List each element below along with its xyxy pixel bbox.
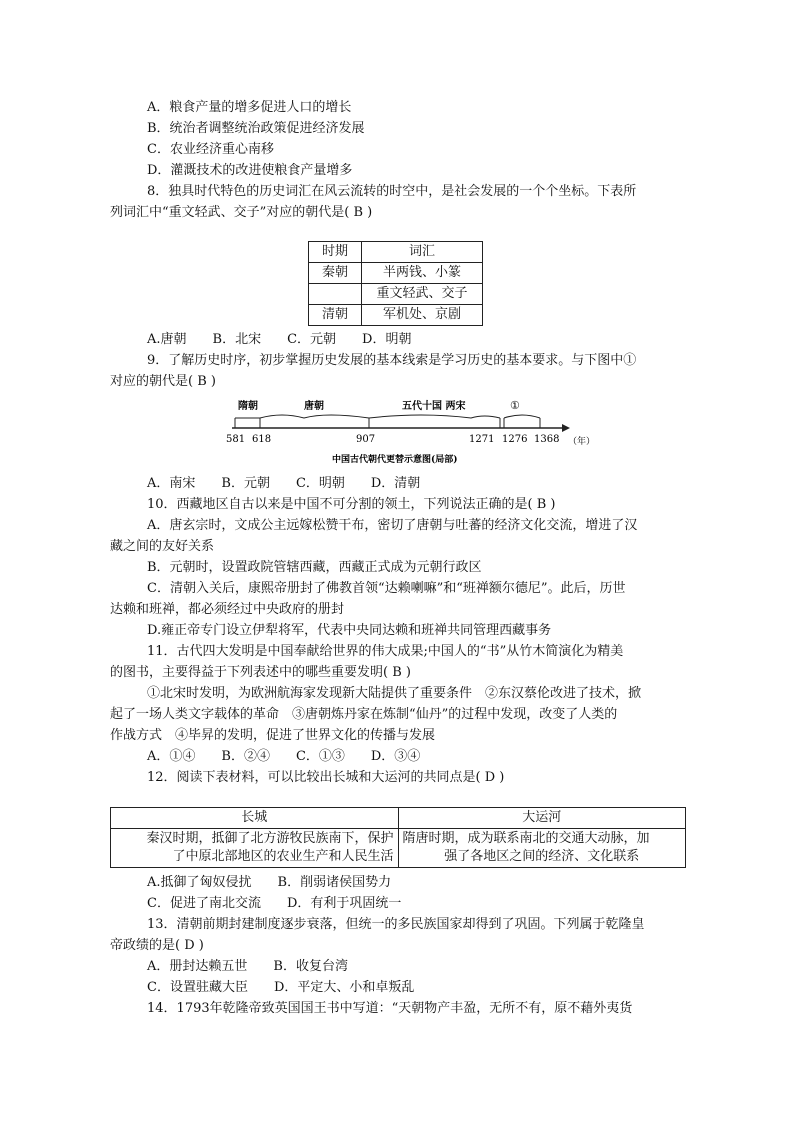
table-row [309, 284, 483, 305]
table-cell-grand-canal [398, 829, 686, 868]
q8-stem-line2: 列词汇中“重文轻武、交子”对应的朝代是( B ) [110, 205, 373, 220]
timeline-label-sui: 隋朝 [238, 401, 258, 412]
q9-stem-line1: 9．了解历史时序，初步掌握历史发展的基本线索是学习历史的基本要求。与下图中① [147, 353, 637, 368]
tang-bracket [260, 415, 369, 418]
table-cell: 重文轻武、交子 [362, 284, 483, 305]
q7-option-b: B．统治者调整统治政策促进经济发展 [147, 121, 365, 136]
year-label: 907 [356, 434, 376, 445]
table-row [111, 829, 686, 868]
q11-items-line1: ①北宋时发明，为欧洲航海家发现新大陆提供了重要条件 ②东汉蔡伦改进了技术，掀 [147, 686, 642, 701]
q11-options: A．①④ B．②④ C．①③ D．③④ [147, 749, 421, 764]
q8-vocabulary-table [308, 241, 483, 326]
q13-stem-line2: 帝政绩的是( D ) [110, 938, 204, 953]
q10-option-a-line1: A．唐玄宗时，文成公主远嫁松赞干布，密切了唐朝与吐蕃的经济文化交流，增进了汉 [147, 518, 638, 533]
year-label: 618 [252, 434, 272, 445]
table-row [309, 263, 483, 284]
table-cell: 半两钱、小篆 [362, 263, 483, 284]
q11-items-line2: 起了一场人类文字载体的革命 ③唐朝炼丹家在炼制“仙丹”的过程中发现，改变了人类的 [110, 707, 618, 722]
timeline-label-song: 五代十国 两宋 [402, 401, 466, 412]
table-header-cell: 时期 [309, 242, 362, 263]
table-cell [309, 284, 362, 305]
table-header-cell: 长城 [111, 808, 399, 829]
q12-options-line1: A.抵御了匈奴侵扰 B．削弱诸侯国势力 [147, 875, 392, 890]
q10-option-d: D.雍正帝专门设立伊犁将军，代表中央同达赖和班禅共同管理西藏事务 [147, 623, 552, 638]
q13-options-line1: A．册封达赖五世 B．收复台湾 [147, 959, 348, 974]
q10-option-a-line2: 藏之间的友好关系 [110, 539, 215, 554]
q12-options-line2: C．促进了南北交流 D．有利于巩固统一 [147, 896, 402, 911]
table-row [309, 305, 483, 326]
q9-options: A．南宋 B．元朝 C．明朝 D．清朝 [147, 476, 421, 491]
timeline-caption: 中国古代朝代更替示意图(局部) [332, 455, 458, 465]
table-header-cell: 大运河 [398, 808, 686, 829]
table-cell-great-wall [111, 829, 399, 868]
q7-option-d: D．灌溉技术的改进使粮食产量增多 [147, 163, 353, 178]
timeline-arrow [562, 424, 570, 432]
year-label: 581 [226, 434, 246, 445]
table-cell: 军机处、京剧 [362, 305, 483, 326]
q11-stem-line2: 的图书，主要得益于下列表述中的哪些重要发明( B ) [110, 665, 411, 680]
table-header-cell: 词汇 [362, 242, 483, 263]
q13-stem-line1: 13．清朝前期封建制度逐步衰落，但统一的多民族国家却得到了巩固。下列属于乾隆皇 [147, 917, 645, 932]
q8-stem-line1: 8．独具时代特色的历史词汇在风云流转的时空中，是社会发展的一个个坐标。下表所 [147, 184, 637, 199]
year-label: 1276 [502, 434, 528, 445]
timeline-label-circle1: ① [510, 399, 520, 412]
table-cell: 秦朝 [309, 263, 362, 284]
q10-option-b: B．元朝时，设置政院管辖西藏，西藏正式成为元朝行政区 [147, 560, 482, 575]
q11-items-line3: 作战方式 ④毕昇的发明，促进了世界文化的传播与发展 [110, 728, 436, 743]
year-label: 1271 [469, 434, 495, 445]
table-cell: 清朝 [309, 305, 362, 326]
q7-option-c: C．农业经济重心南移 [147, 142, 274, 157]
q8-options: A.唐朝 B．北宋 C．元朝 D．明朝 [147, 332, 412, 347]
timeline-label-tang: 唐朝 [304, 401, 324, 412]
song-bracket [369, 415, 500, 418]
year-label: 1368 [534, 434, 560, 445]
q7-option-a: A．粮食产量的增多促进人口的增长 [147, 100, 352, 115]
circle1-bracket [504, 415, 540, 418]
q12-stem: 12．阅读下表材料，可以比较出长城和大运河的共同点是( D ) [147, 770, 505, 785]
q12-comparison-table [110, 807, 686, 868]
q11-stem-line1: 11．古代四大发明是中国奉献给世界的伟大成果;中国人的“书”从竹木简演化为精美 [147, 644, 624, 659]
cell-line: 隋唐时期，成为联系南北的交通大动脉，加 [402, 831, 650, 846]
q10-option-c-line1: C．清朝入关后，康熙帝册封了佛教首领“达赖喇嘛”和“班禅额尔德尼”。此后，历世 [147, 581, 626, 596]
q14-stem-line1: 14．1793年乾隆帝致英国国王书中写道：“天朝物产丰盈，无所不有，原不藉外夷货 [147, 1001, 633, 1016]
dynasty-timeline [222, 396, 602, 468]
year-unit: （年） [568, 437, 596, 447]
q10-stem: 10．西藏地区自古以来是中国不可分割的领土，下列说法正确的是( B ) [147, 497, 556, 512]
q13-options-line2: C．设置驻藏大臣 D．平定大、小和卓叛乱 [147, 980, 415, 995]
table-header-row [309, 242, 483, 263]
cell-line: 了中原北部地区的农业生产和人民生活 [172, 849, 394, 864]
cell-line: 秦汉时期，抵御了北方游牧民族南下，保护 [146, 831, 394, 846]
cell-line: 强了各地区之间的经济、文化联系 [444, 849, 640, 864]
q9-stem-line2: 对应的朝代是( B ) [110, 374, 216, 389]
table-header-row [111, 808, 686, 829]
q10-option-c-line2: 达赖和班禅，都必须经过中央政府的册封 [110, 602, 345, 617]
